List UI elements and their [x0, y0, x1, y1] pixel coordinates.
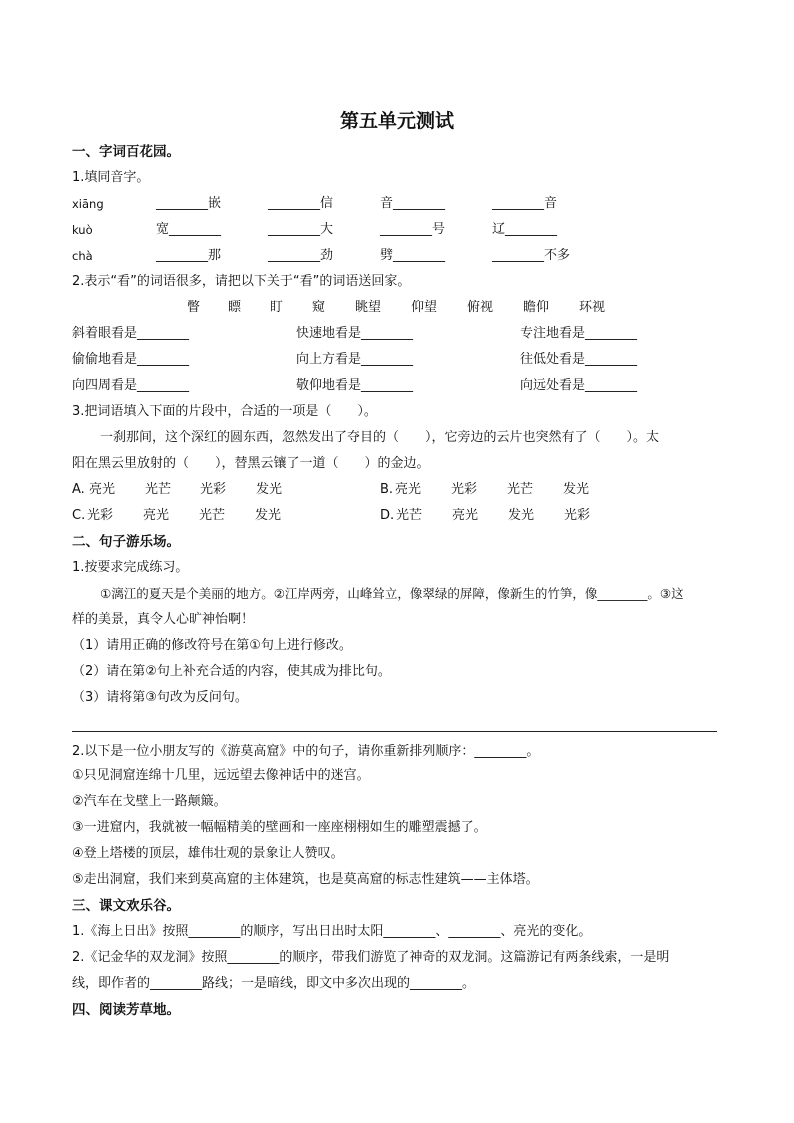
option-word: 亮光 [452, 508, 479, 523]
word-bank-item: 俯视 [467, 300, 494, 315]
list-item: ④登上塔楼的顶层，雄伟壮观的景象让人赞叹。 [72, 846, 344, 861]
fill-blank: ________信 [268, 196, 334, 211]
list-item: ①只见洞窟连绵十几里，远远望去像神话中的迷宫。 [72, 768, 370, 783]
section-heading-1: 一、字词百花园。 [72, 144, 180, 160]
option-word: 光芒 [199, 508, 226, 523]
option-word: 发光 [508, 508, 535, 523]
fill-line: 敬仰地看是________ [296, 378, 414, 393]
passage-text: 阳在黑云里放射的（ ），替黑云镶了一道（ ）的金边。 [72, 456, 430, 471]
option-c-letter: C. [72, 508, 86, 523]
fill-blank: 劈________ [380, 248, 446, 263]
option-word: 亮光 [143, 508, 170, 523]
question-2-1-label: 1.按要求完成练习。 [72, 560, 189, 575]
question-3-2: 2.《记金华的双龙洞》按照________的顺序，带我们游览了神奇的双龙洞。这篇游记有两条线索，一是明 [72, 950, 670, 965]
pinyin-cha: chà [72, 249, 93, 263]
fill-line: 快速地看是________ [296, 326, 414, 341]
fill-line: 向上方看是________ [296, 352, 414, 367]
fill-line: 向四周看是________ [72, 378, 190, 393]
question-1-2-label: 2.表示“看”的词语很多，请把以下关于“看”的词语送回家。 [72, 274, 411, 289]
list-item: ②汽车在戈壁上一路颠簸。 [72, 794, 227, 809]
fill-line: 往低处看是________ [520, 352, 638, 367]
word-bank-item: 盯 [270, 300, 284, 315]
word-bank-item: 瞟 [228, 300, 242, 315]
option-word: 发光 [255, 508, 282, 523]
fill-line: 专注地看是________ [520, 326, 638, 341]
fill-line: 偷偷地看是________ [72, 352, 190, 367]
passage-text: ①漓江的夏天是个美丽的地方。②江岸两旁，山峰耸立，像翠绿的屏障，像新生的竹笋，像________。③这 [100, 586, 684, 601]
fill-blank: ________那 [156, 248, 222, 263]
passage-text: 样的美景，真令人心旷神怡啊！ [72, 612, 255, 627]
passage-text: 一刹那间，这个深红的圆东西，忽然发出了夺目的（ ），它旁边的云片也突然有了（ ）。太 [100, 430, 660, 445]
sub-question: （2）请在第②句上补充合适的内容，使其成为排比句。 [72, 664, 391, 679]
fill-blank: ________劲 [268, 248, 334, 263]
fill-blank: ________大 [268, 222, 334, 237]
answer-line [72, 731, 717, 732]
list-item: ⑤走出洞窟，我们来到莫高窟的主体建筑，也是莫高窟的标志性建筑——主体塔。 [72, 872, 539, 887]
question-3-2-cont: 线，即作者的________路线；一是暗线，即文中多次出现的________。 [72, 976, 476, 991]
option-word: 发光 [256, 482, 283, 497]
question-2-2-label: 2.以下是一位小朋友写的《游莫高窟》中的句子，请你重新排列顺序：________。 [72, 744, 540, 759]
sub-question: （1）请用正确的修改符号在第①句上进行修改。 [72, 638, 352, 653]
fill-blank: ________不多 [492, 248, 571, 263]
option-word: 亮光 [89, 482, 116, 497]
option-word: 光彩 [564, 508, 591, 523]
option-word: 光芒 [507, 482, 534, 497]
word-bank-item: 瞥 [187, 300, 201, 315]
option-word: 光彩 [200, 482, 227, 497]
word-bank-item: 环视 [579, 300, 606, 315]
fill-blank: ________号 [380, 222, 446, 237]
option-a-letter: A. [72, 482, 85, 497]
option-word: 亮光 [395, 482, 422, 497]
sub-question: （3）请将第③句改为反问句。 [72, 690, 248, 705]
option-word: 光彩 [451, 482, 478, 497]
option-word: 光芒 [396, 508, 423, 523]
fill-line: 斜着眼看是________ [72, 326, 190, 341]
section-heading-2: 二、句子游乐场。 [72, 534, 180, 550]
option-word: 发光 [563, 482, 590, 497]
word-bank-item: 瞻仰 [523, 300, 550, 315]
option-word: 光芒 [145, 482, 172, 497]
pinyin-kuo: kuò [72, 223, 93, 237]
fill-blank: ________嵌 [156, 196, 222, 211]
fill-blank: ________音 [492, 196, 558, 211]
option-d-letter: D. [380, 508, 395, 523]
word-bank-item: 仰望 [411, 300, 438, 315]
word-bank-item: 窥 [312, 300, 326, 315]
question-1-1-label: 1.填同音字。 [72, 170, 150, 185]
question-1-3-label: 3.把词语填入下面的片段中，合适的一项是（ ）。 [72, 404, 377, 419]
question-3-1: 1.《海上日出》按照________的顺序，写出日出时太阳________、________、亮光的变化。 [72, 924, 592, 939]
section-heading-3: 三、课文欢乐谷。 [72, 898, 180, 914]
fill-blank: 音________ [380, 196, 446, 211]
fill-line: 向远处看是________ [520, 378, 638, 393]
page-title: 第五单元测试 [339, 110, 454, 132]
word-bank-item: 眺望 [355, 300, 382, 315]
pinyin-xiang: xiāng [72, 197, 104, 211]
option-word: 光彩 [87, 508, 114, 523]
fill-blank: 辽________ [492, 222, 558, 237]
fill-blank: 宽________ [156, 222, 222, 237]
list-item: ③一进窟内，我就被一幅幅精美的壁画和一座座栩栩如生的雕塑震撼了。 [72, 820, 487, 835]
option-b-letter: B. [380, 482, 394, 497]
section-heading-4: 四、阅读芳草地。 [72, 1002, 180, 1018]
